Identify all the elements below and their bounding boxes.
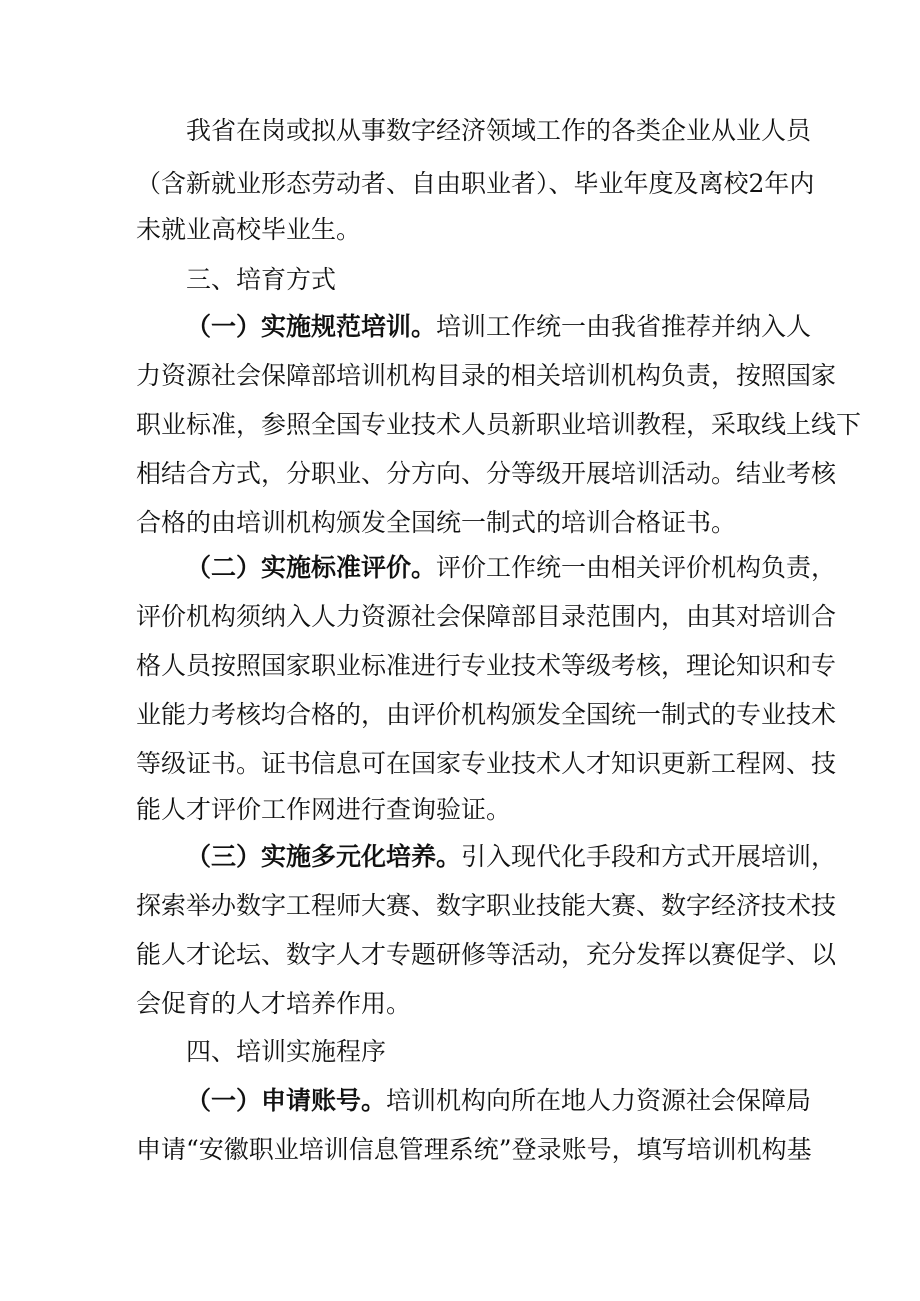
section-heading: 三、培育方式 <box>186 265 337 294</box>
paragraph-line-with-lead <box>186 839 837 875</box>
paragraph-line: 等级证书。证书信息可在国家专业技术人才知识更新工程网、技 <box>136 749 837 778</box>
paragraph-line-with-lead <box>186 550 837 586</box>
paragraph-line: 业能力考核均合格的，由评价机构颁发全国统一制式的专业技术 <box>136 700 837 729</box>
paragraph-line: 未就业高校毕业生。 <box>136 215 362 244</box>
paragraph-text: 引入现代化手段和方式开展培训， <box>461 842 837 871</box>
paragraph-text: 评价工作统一由相关评价机构负责， <box>436 553 837 582</box>
paragraph-line: 能人才评价工作网进行查询验证。 <box>136 795 512 824</box>
paragraph-line: 我省在岗或拟从事数字经济领域工作的各类企业从业人员 <box>186 116 812 145</box>
paragraph-line: 申请“安徽职业培训信息管理系统”登录账号，填写培训机构基 <box>136 1135 812 1164</box>
paragraph-lead: （三）实施多元化培养。 <box>186 842 462 871</box>
paragraph-line: 相结合方式，分职业、分方向、分等级开展培训活动。结业考核 <box>136 459 837 488</box>
section-heading: 四、培训实施程序 <box>186 1037 387 1066</box>
paragraph-text: 培训工作统一由我省推荐并纳入人 <box>436 312 812 341</box>
paragraph-line: 职业标准，参照全国专业技术人员新职业培训教程，采取线上线下 <box>136 410 862 439</box>
paragraph-line: 力资源社会保障部培训机构目录的相关培训机构负责，按照国家 <box>136 361 837 390</box>
paragraph-line: 格人员按照国家职业标准进行专业技术等级考核，理论知识和专 <box>136 651 837 680</box>
paragraph-lead: （一）申请账号。 <box>186 1086 387 1115</box>
paragraph-line: 合格的由培训机构颁发全国统一制式的培训合格证书。 <box>136 508 737 537</box>
paragraph-line-with-lead <box>186 309 812 345</box>
paragraph-lead: （二）实施标准评价。 <box>186 553 437 582</box>
paragraph-lead: （一）实施规范培训。 <box>186 312 437 341</box>
paragraph-line-with-lead <box>186 1083 812 1119</box>
paragraph-line: 会促育的人才培养作用。 <box>136 989 412 1018</box>
paragraph-text: 培训机构向所在地人力资源社会保障局 <box>386 1086 812 1115</box>
paragraph-line: 评价机构须纳入人力资源社会保障部目录范围内，由其对培训合 <box>136 602 837 631</box>
paragraph-line: 能人才论坛、数字人才专题研修等活动，充分发挥以赛促学、以 <box>136 940 837 969</box>
paragraph-line: 探索举办数字工程师大赛、数字职业技能大赛、数字经济技术技 <box>136 891 837 920</box>
paragraph-line: （含新就业形态劳动者、自由职业者）、毕业年度及离校2年内 <box>136 169 815 198</box>
